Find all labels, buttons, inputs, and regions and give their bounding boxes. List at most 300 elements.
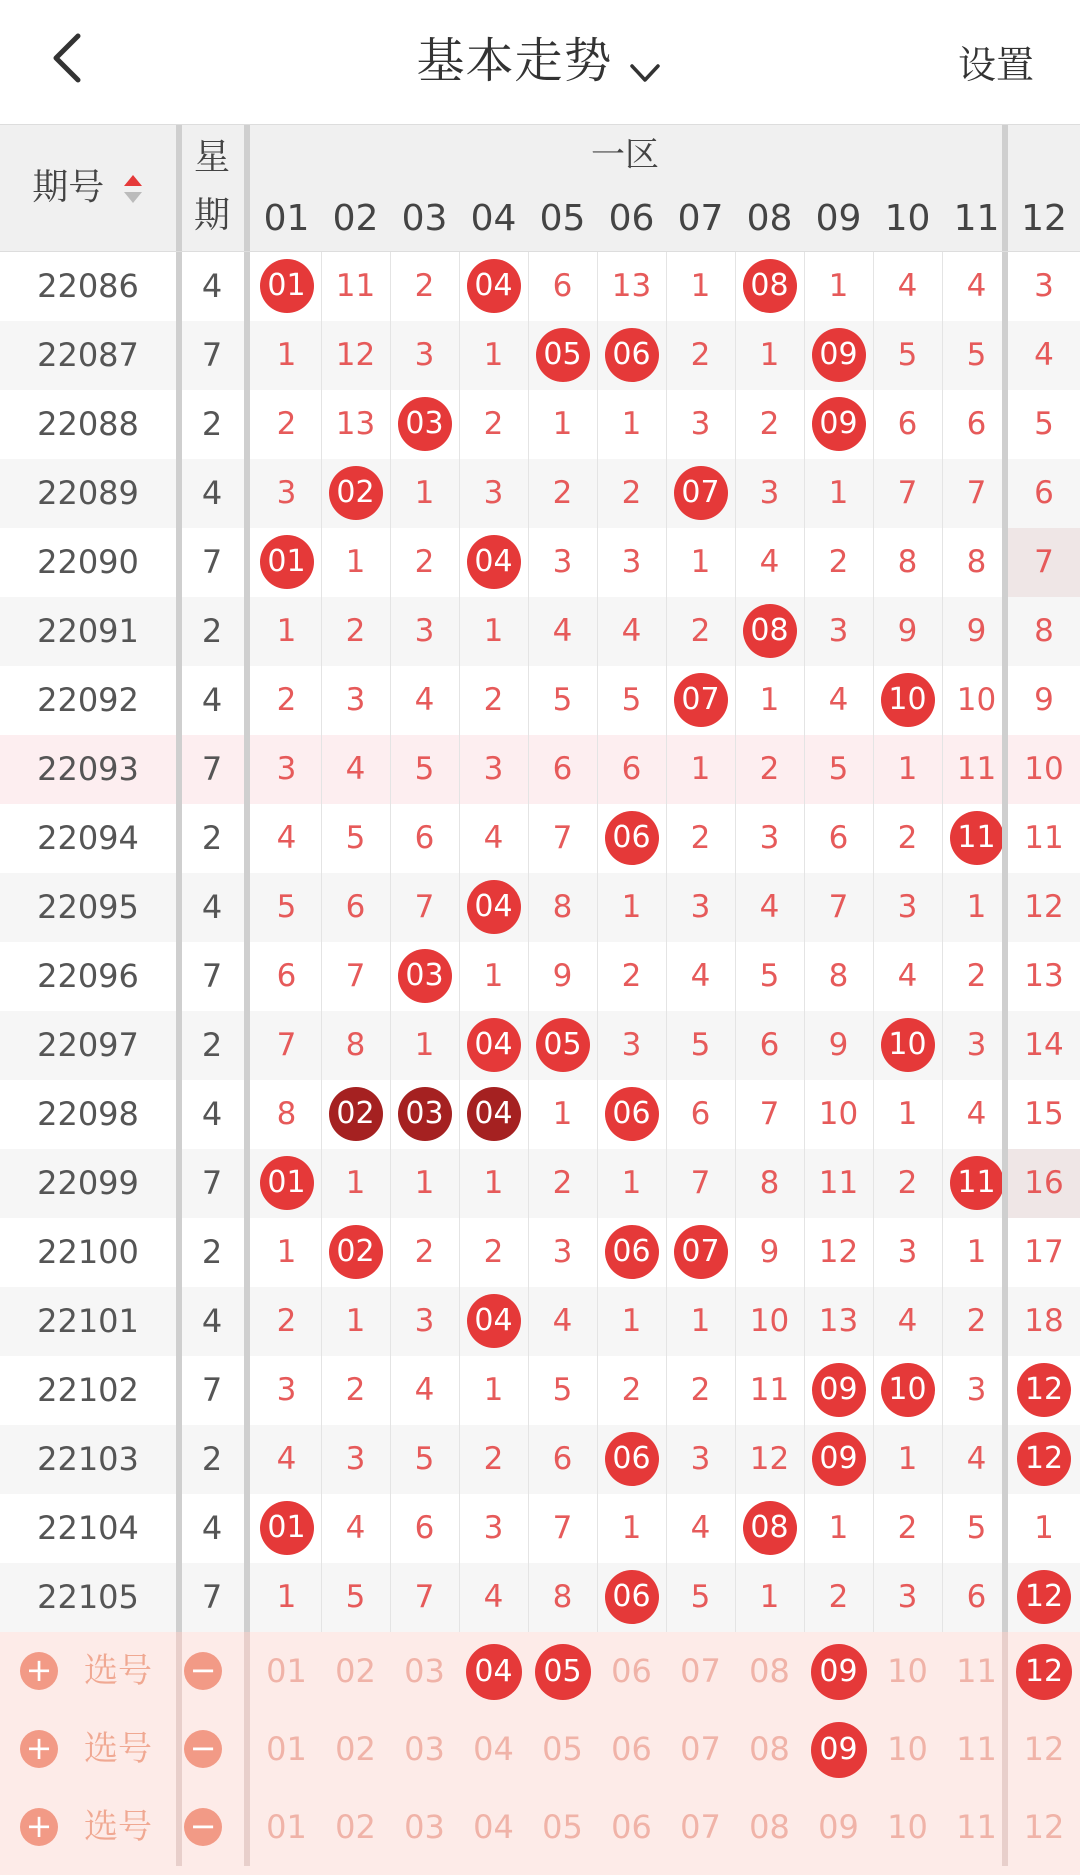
omission-cell: 1	[345, 544, 366, 580]
column-separator	[176, 666, 182, 735]
column-separator	[1002, 1287, 1008, 1356]
omission-cell: 2	[690, 1372, 711, 1408]
omission-cell: 1	[552, 1096, 573, 1132]
grid-line	[459, 1149, 460, 1218]
column-separator	[176, 528, 182, 597]
issue-number: 22104	[37, 1509, 139, 1547]
column-separator	[244, 942, 250, 1011]
grid-line	[735, 1218, 736, 1287]
selectable-number[interactable]: 12	[1023, 1730, 1065, 1768]
column-separator	[244, 459, 250, 528]
grid-line	[804, 1011, 805, 1080]
number-ball: 06	[605, 1087, 659, 1141]
table-header	[0, 124, 1080, 252]
selected-number-ball: 09	[811, 1644, 867, 1700]
selectable-number[interactable]: 07	[680, 1730, 721, 1768]
omission-cell: 3	[483, 475, 504, 511]
omission-cell: 1	[759, 682, 780, 718]
grid-line	[873, 1149, 874, 1218]
omission-cell: 3	[621, 1027, 642, 1063]
omission-cell: 13	[611, 268, 652, 304]
number-ball: 06	[605, 328, 659, 382]
table-row[interactable]	[0, 1149, 1080, 1218]
grid-line	[321, 459, 322, 528]
grid-line	[666, 1011, 667, 1080]
omission-cell: 11	[956, 751, 997, 787]
omission-cell: 3	[897, 1579, 918, 1615]
grid-line	[942, 252, 943, 321]
grid-line	[597, 597, 598, 666]
selectable-number[interactable]: 11	[956, 1730, 997, 1768]
column-separator	[244, 873, 250, 942]
omission-cell: 4	[690, 958, 711, 994]
selectable-number[interactable]: 06	[611, 1808, 652, 1846]
omission-cell: 2	[966, 1303, 987, 1339]
issue-number: 22098	[37, 1095, 139, 1133]
column-separator	[1002, 459, 1008, 528]
column-separator	[244, 1011, 250, 1080]
omission-cell: 2	[276, 1303, 297, 1339]
omission-cell: 1	[552, 406, 573, 442]
winning-number-cell	[804, 321, 873, 390]
selectable-number[interactable]: 03	[404, 1808, 445, 1846]
number-ball: 08	[743, 259, 797, 313]
grid-line	[321, 252, 322, 321]
omission-cell: 7	[276, 1027, 297, 1063]
winning-number-cell	[321, 1080, 390, 1149]
weekday: 4	[201, 681, 223, 719]
omission-cell: 2	[621, 475, 642, 511]
winning-number-cell	[252, 252, 321, 321]
omission-cell: 1	[690, 268, 711, 304]
column-separator	[244, 1287, 250, 1356]
omission-cell: 1	[828, 1510, 849, 1546]
table-row[interactable]	[0, 804, 1080, 873]
grid-line	[942, 666, 943, 735]
selectable-number[interactable]	[459, 1632, 528, 1710]
omission-cell: 1	[414, 475, 435, 511]
grid-line	[666, 1287, 667, 1356]
omission-cell: 4	[966, 1096, 987, 1132]
selectable-number[interactable]: 08	[749, 1730, 790, 1768]
grid-line	[873, 597, 874, 666]
grid-line	[321, 1149, 322, 1218]
omission-cell: 8	[345, 1027, 366, 1063]
table-row[interactable]	[0, 252, 1080, 321]
grid-line	[804, 1563, 805, 1632]
trend-table	[0, 124, 1080, 1632]
minus-button[interactable]: −	[184, 1730, 222, 1768]
winning-number-cell	[1008, 1563, 1080, 1632]
weekday: 4	[201, 1095, 223, 1133]
grid-line	[528, 735, 529, 804]
omission-cell: 9	[966, 613, 987, 649]
winning-number-cell	[597, 321, 666, 390]
omission-cell: 1	[483, 1165, 504, 1201]
table-row[interactable]	[0, 1563, 1080, 1632]
grid-line	[459, 1425, 460, 1494]
issue-number: 22090	[37, 543, 139, 581]
grid-line	[597, 252, 598, 321]
selectable-number[interactable]: 01	[266, 1808, 307, 1846]
column-separator	[176, 1080, 182, 1149]
column-header-08: 08	[746, 198, 793, 239]
selectable-number[interactable]: 11	[956, 1652, 997, 1690]
grid-line	[666, 735, 667, 804]
selectable-number[interactable]	[1008, 1632, 1080, 1710]
column-separator	[176, 390, 182, 459]
column-separator	[1002, 321, 1008, 390]
omission-cell: 11	[749, 1372, 790, 1408]
selectable-number[interactable]: 03	[404, 1652, 445, 1690]
weekday: 7	[201, 336, 223, 374]
number-ball: 01	[260, 535, 314, 589]
winning-number-cell	[390, 942, 459, 1011]
grid-line	[528, 459, 529, 528]
winning-number-cell	[735, 1494, 804, 1563]
omission-cell: 4	[276, 820, 297, 856]
table-row[interactable]	[0, 666, 1080, 735]
column-separator	[244, 1080, 250, 1149]
grid-line	[666, 1494, 667, 1563]
title-dropdown[interactable]	[0, 22, 1080, 92]
selectable-number[interactable]: 10	[887, 1808, 928, 1846]
grid-line	[873, 459, 874, 528]
grid-line	[735, 1149, 736, 1218]
column-separator	[176, 1563, 182, 1632]
column-header-12: 12	[1021, 198, 1067, 239]
column-separator	[244, 1710, 250, 1788]
omission-cell: 1	[276, 1234, 297, 1270]
selector-row	[0, 1710, 1080, 1788]
omission-cell: 1	[897, 1441, 918, 1477]
omission-cell: 2	[552, 475, 573, 511]
grid-line	[459, 252, 460, 321]
omission-cell: 3	[276, 751, 297, 787]
omission-cell: 1	[690, 751, 711, 787]
settings-button[interactable]: 设置	[957, 43, 1034, 87]
grid-line	[321, 321, 322, 390]
grid-line	[390, 1425, 391, 1494]
grid-line	[873, 942, 874, 1011]
selectable-number[interactable]: 05	[542, 1730, 583, 1768]
winning-number-cell	[1008, 1425, 1080, 1494]
grid-line	[528, 804, 529, 873]
issue-number: 22100	[37, 1233, 139, 1271]
omission-cell: 2	[414, 544, 435, 580]
omission-cell: 9	[552, 958, 573, 994]
omission-cell: 6	[345, 889, 366, 925]
selectable-number[interactable]	[804, 1710, 873, 1788]
grid-line	[942, 1287, 943, 1356]
grid-line	[666, 804, 667, 873]
omission-cell: 10	[749, 1303, 790, 1339]
grid-line	[942, 1563, 943, 1632]
table-row[interactable]	[0, 1218, 1080, 1287]
number-ball: 09	[812, 1432, 866, 1486]
number-ball: 09	[812, 328, 866, 382]
grid-line	[873, 1356, 874, 1425]
weekday: 2	[201, 1026, 223, 1064]
selectable-number[interactable]: 09	[818, 1808, 859, 1846]
grid-line	[873, 1080, 874, 1149]
grid-line	[390, 1218, 391, 1287]
selectable-number[interactable]: 01	[266, 1652, 307, 1690]
grid-line	[597, 459, 598, 528]
omission-cell: 2	[897, 1165, 918, 1201]
weekday: 7	[201, 957, 223, 995]
grid-line	[390, 321, 391, 390]
number-ball: 03	[398, 949, 452, 1003]
grid-line	[873, 1563, 874, 1632]
grid-line	[390, 597, 391, 666]
column-separator	[1002, 942, 1008, 1011]
issue-number: 22097	[37, 1026, 139, 1064]
selector-label: 选号	[84, 1807, 152, 1847]
omission-cell: 3	[552, 544, 573, 580]
column-separator	[1002, 1494, 1008, 1563]
omission-cell: 2	[966, 958, 987, 994]
table-row[interactable]	[0, 459, 1080, 528]
weekday: 7	[201, 1371, 223, 1409]
column-separator	[1002, 1563, 1008, 1632]
selectable-number[interactable]: 06	[611, 1730, 652, 1768]
column-separator	[176, 1710, 182, 1788]
column-separator	[244, 1356, 250, 1425]
minus-button[interactable]: −	[184, 1652, 222, 1690]
grid-line	[528, 1356, 529, 1425]
plus-button[interactable]: +	[20, 1808, 58, 1846]
grid-line	[528, 666, 529, 735]
omission-cell: 6	[966, 1579, 987, 1615]
omission-cell: 6	[552, 751, 573, 787]
omission-cell: 11	[335, 268, 376, 304]
grid-line	[321, 804, 322, 873]
omission-cell: 8	[828, 958, 849, 994]
selectable-number[interactable]: 07	[680, 1808, 721, 1846]
grid-line	[528, 1149, 529, 1218]
grid-line	[666, 1563, 667, 1632]
number-ball: 02	[329, 1087, 383, 1141]
table-row[interactable]	[0, 597, 1080, 666]
omission-cell: 7	[759, 1096, 780, 1132]
number-ball: 07	[674, 673, 728, 727]
number-ball: 10	[881, 1363, 935, 1417]
winning-number-cell	[597, 1563, 666, 1632]
omission-cell: 12	[818, 1234, 859, 1270]
omission-cell: 3	[414, 613, 435, 649]
table-row[interactable]	[0, 1356, 1080, 1425]
table-row[interactable]	[0, 1425, 1080, 1494]
winning-number-cell	[1008, 1356, 1080, 1425]
omission-cell: 5	[966, 1510, 987, 1546]
omission-cell: 5	[690, 1027, 711, 1063]
omission-cell: 2	[483, 406, 504, 442]
grid-line	[459, 1287, 460, 1356]
omission-cell: 4	[483, 820, 504, 856]
omission-cell: 4	[897, 268, 918, 304]
grid-line	[390, 1356, 391, 1425]
column-separator	[176, 252, 182, 321]
grid-line	[597, 321, 598, 390]
selectable-number[interactable]	[528, 1632, 597, 1710]
grid-line	[666, 321, 667, 390]
omission-cell: 1	[828, 475, 849, 511]
grid-line	[459, 1218, 460, 1287]
column-separator	[244, 252, 250, 321]
grid-line	[390, 873, 391, 942]
selectable-number[interactable]: 02	[335, 1808, 376, 1846]
column-separator	[176, 597, 182, 666]
selectable-number[interactable]: 08	[749, 1808, 790, 1846]
selectable-number[interactable]: 04	[473, 1730, 514, 1768]
grid-line	[321, 666, 322, 735]
omission-cell: 1	[483, 1372, 504, 1408]
grid-line	[804, 390, 805, 459]
column-separator	[1002, 666, 1008, 735]
grid-line	[390, 459, 391, 528]
omission-cell: 4	[552, 1303, 573, 1339]
omission-cell: 1	[690, 544, 711, 580]
selectable-number[interactable]: 08	[749, 1652, 790, 1690]
weekday: 2	[201, 819, 223, 857]
omission-cell: 5	[552, 682, 573, 718]
table-row[interactable]	[0, 528, 1080, 597]
grid-line	[942, 1425, 943, 1494]
selectable-number[interactable]: 01	[266, 1730, 307, 1768]
table-row[interactable]	[0, 1080, 1080, 1149]
column-separator	[1002, 1788, 1008, 1866]
grid-line	[873, 528, 874, 597]
plus-button[interactable]: +	[20, 1730, 58, 1768]
grid-line	[942, 1356, 943, 1425]
table-row[interactable]	[0, 1287, 1080, 1356]
selector-row	[0, 1788, 1080, 1866]
issue-column-header[interactable]	[0, 125, 176, 251]
grid-line	[597, 873, 598, 942]
selectable-number[interactable]: 04	[473, 1808, 514, 1846]
weekday: 2	[201, 1233, 223, 1271]
omission-cell: 3	[690, 406, 711, 442]
number-ball: 06	[605, 1432, 659, 1486]
omission-cell: 6	[552, 1441, 573, 1477]
column-separator	[244, 1494, 250, 1563]
weekday: 4	[201, 1509, 223, 1547]
table-row[interactable]	[0, 1494, 1080, 1563]
column-separator	[176, 321, 182, 390]
issue-number: 22087	[37, 336, 139, 374]
table-row[interactable]	[0, 873, 1080, 942]
plus-button[interactable]: +	[20, 1652, 58, 1690]
grid-line	[459, 1356, 460, 1425]
omission-cell: 7	[414, 1579, 435, 1615]
omission-cell: 5	[690, 1579, 711, 1615]
selectable-number[interactable]: 03	[404, 1730, 445, 1768]
grid-line	[666, 252, 667, 321]
table-row[interactable]	[0, 1011, 1080, 1080]
selectable-number[interactable]: 06	[611, 1652, 652, 1690]
grid-line	[597, 1425, 598, 1494]
grid-line	[390, 528, 391, 597]
winning-number-cell	[873, 1356, 942, 1425]
grid-line	[597, 1356, 598, 1425]
selectable-number[interactable]	[804, 1632, 873, 1710]
top-bar	[0, 0, 1080, 124]
grid-line	[597, 1011, 598, 1080]
grid-line	[804, 1218, 805, 1287]
grid-line	[735, 1011, 736, 1080]
column-separator	[176, 942, 182, 1011]
grid-line	[666, 528, 667, 597]
selectable-number[interactable]: 10	[887, 1730, 928, 1768]
winning-number-cell	[597, 1425, 666, 1494]
column-separator	[1002, 1425, 1008, 1494]
selectable-number[interactable]: 07	[680, 1652, 721, 1690]
omission-cell: 5	[414, 751, 435, 787]
grid-line	[804, 735, 805, 804]
grid-line	[528, 321, 529, 390]
grid-line	[666, 459, 667, 528]
grid-line	[459, 597, 460, 666]
table-row[interactable]	[0, 321, 1080, 390]
selectable-number[interactable]: 12	[1023, 1808, 1065, 1846]
omission-cell: 3	[621, 544, 642, 580]
omission-cell: 6	[621, 751, 642, 787]
selectable-number[interactable]: 02	[335, 1652, 376, 1690]
winning-number-cell	[252, 1494, 321, 1563]
omission-cell: 4	[621, 613, 642, 649]
number-ball: 04	[467, 1294, 521, 1348]
omission-cell: 1	[621, 1303, 642, 1339]
omission-cell: 6	[759, 1027, 780, 1063]
minus-button[interactable]: −	[184, 1808, 222, 1846]
selectable-number[interactable]: 02	[335, 1730, 376, 1768]
omission-cell: 18	[1024, 1303, 1064, 1339]
omission-cell: 5	[1034, 406, 1054, 442]
omission-cell: 1	[621, 1510, 642, 1546]
omission-cell: 8	[897, 544, 918, 580]
selector-label: 选号	[84, 1651, 152, 1691]
table-row[interactable]	[0, 942, 1080, 1011]
table-row[interactable]	[0, 390, 1080, 459]
issue-number: 22093	[37, 750, 139, 788]
omission-cell: 3	[276, 475, 297, 511]
grid-line	[942, 459, 943, 528]
weekday: 2	[201, 612, 223, 650]
omission-cell: 13	[818, 1303, 859, 1339]
issue-header-label: 期号	[32, 167, 105, 208]
issue-number: 22086	[37, 267, 139, 305]
selectable-number[interactable]: 10	[887, 1652, 928, 1690]
number-ball: 06	[605, 1570, 659, 1624]
omission-cell: 2	[483, 1234, 504, 1270]
omission-cell: 4	[414, 1372, 435, 1408]
table-row[interactable]	[0, 735, 1080, 804]
grid-line	[942, 942, 943, 1011]
grid-line	[804, 666, 805, 735]
selectable-number[interactable]: 05	[542, 1808, 583, 1846]
selectable-number[interactable]: 11	[956, 1808, 997, 1846]
omission-cell: 5	[897, 337, 918, 373]
omission-cell: 7	[552, 820, 573, 856]
grid-line	[528, 1287, 529, 1356]
grid-line	[390, 804, 391, 873]
grid-line	[390, 942, 391, 1011]
column-separator	[244, 1632, 250, 1710]
column-separator	[176, 459, 182, 528]
omission-cell: 12	[749, 1441, 790, 1477]
number-ball: 09	[812, 397, 866, 451]
